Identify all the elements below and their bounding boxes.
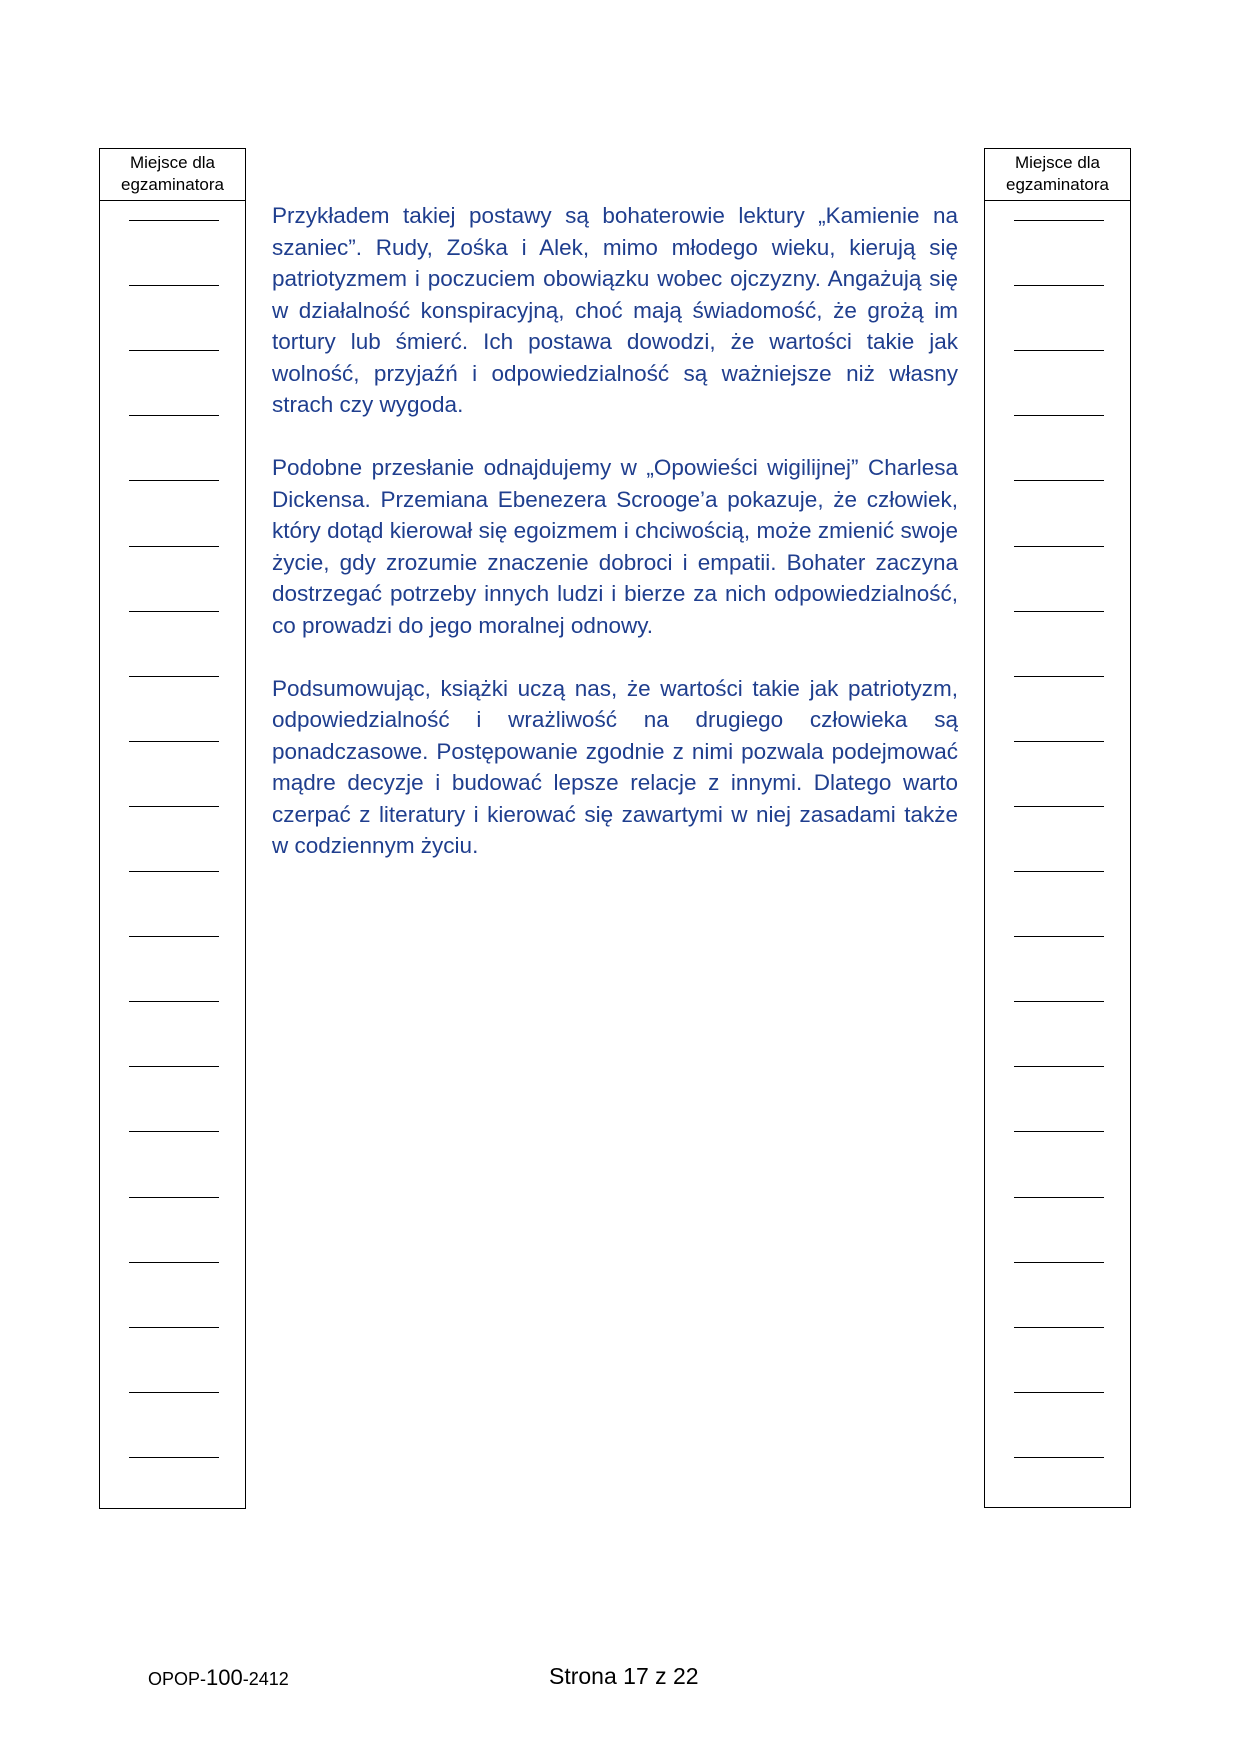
examiner-margin-left [99, 148, 246, 1509]
answer-paragraph-1: Przykładem takiej postawy są bohaterowie lektury „Kamienie na szaniec”. Rudy, Zośka i Alek, mimo młodego wieku, kierują się patriotyzmem i poczuciem obowiązku wobec ojczyzny. Angażują się w działalność konspiracyjną, choć mają świadomość, że grożą im tortury lub śmierć. Ich postawa dowodzi, że wartości takie jak wolność, przyjaźń i odpowiedzialność są ważniejsze niż własny strach czy wygoda. [272, 203, 958, 417]
score-line [129, 350, 219, 351]
answer-paragraph-2: Podobne przesłanie odnajdujemy w „Opowieści wigilijnej” Charlesa Dickensa. Przemiana Ebenezera Scrooge’a pokazuje, że człowiek, który dotąd kierował się egoizmem i chciwością, może zmienić swoje życie, gdy zrozumie znaczenie dobroci i empatii. Bohater zaczyna dostrzegać potrzeby innych ludzi i bierze za nich odpowiedzialność, co prowadzi do jego moralnej odnowy. [272, 455, 958, 638]
score-line [129, 806, 219, 807]
score-line [129, 480, 219, 481]
score-line [1014, 1457, 1104, 1458]
examiner-header-line1: Miejsce dla [129, 153, 216, 172]
score-line [1014, 1066, 1104, 1067]
examiner-header-right [985, 149, 1130, 201]
score-line [129, 611, 219, 612]
exam-code-prefix: OPOP- [148, 1669, 207, 1689]
score-line [1014, 1001, 1104, 1002]
score-line [1014, 806, 1104, 807]
score-line [1014, 676, 1104, 677]
score-line [1014, 350, 1104, 351]
score-line [129, 676, 219, 677]
score-line [1014, 1262, 1104, 1263]
score-line [129, 220, 219, 221]
score-line [129, 1392, 219, 1393]
score-line [129, 871, 219, 872]
examiner-header-line1: Miejsce dla [1014, 153, 1101, 172]
score-line [1014, 546, 1104, 547]
exam-code [148, 1665, 289, 1691]
score-line [1014, 220, 1104, 221]
score-line [1014, 415, 1104, 416]
page-number: Strona 17 z 22 [549, 1663, 699, 1689]
score-line [1014, 1131, 1104, 1132]
score-line [129, 546, 219, 547]
answer-paragraph-3: Podsumowując, książki uczą nas, że wartości takie jak patriotyzm, odpowiedzialność i wrażliwość na drugiego człowieka są ponadczasowe. Postępowanie zgodnie z nimi pozwala podejmować mądre decyzje i budować lepsze relacje z innymi. Dlatego warto czerpać z literatury i kierować się zawartymi w niej zasadami także w codziennym życiu. [272, 675, 958, 858]
score-line [1014, 1392, 1104, 1393]
answer-text [272, 200, 958, 893]
score-line [129, 1262, 219, 1263]
score-line [1014, 936, 1104, 937]
score-line [1014, 611, 1104, 612]
score-line [129, 1197, 219, 1198]
score-line [129, 1131, 219, 1132]
exam-code-number: 100 [206, 1665, 243, 1690]
score-line [129, 415, 219, 416]
exam-code-suffix: -2412 [242, 1669, 289, 1689]
score-line [1014, 1327, 1104, 1328]
examiner-header-line2: egzaminatora [120, 175, 224, 194]
examiner-header-left [100, 149, 245, 201]
score-line [129, 936, 219, 937]
score-line [1014, 285, 1104, 286]
score-line [1014, 1197, 1104, 1198]
score-line [129, 285, 219, 286]
score-line [129, 1066, 219, 1067]
score-line [1014, 871, 1104, 872]
score-line [129, 1327, 219, 1328]
examiner-margin-right [984, 148, 1131, 1508]
score-line [129, 1457, 219, 1458]
score-line [1014, 480, 1104, 481]
score-line [129, 741, 219, 742]
examiner-header-line2: egzaminatora [1005, 175, 1109, 194]
score-line [1014, 741, 1104, 742]
score-line [129, 1001, 219, 1002]
